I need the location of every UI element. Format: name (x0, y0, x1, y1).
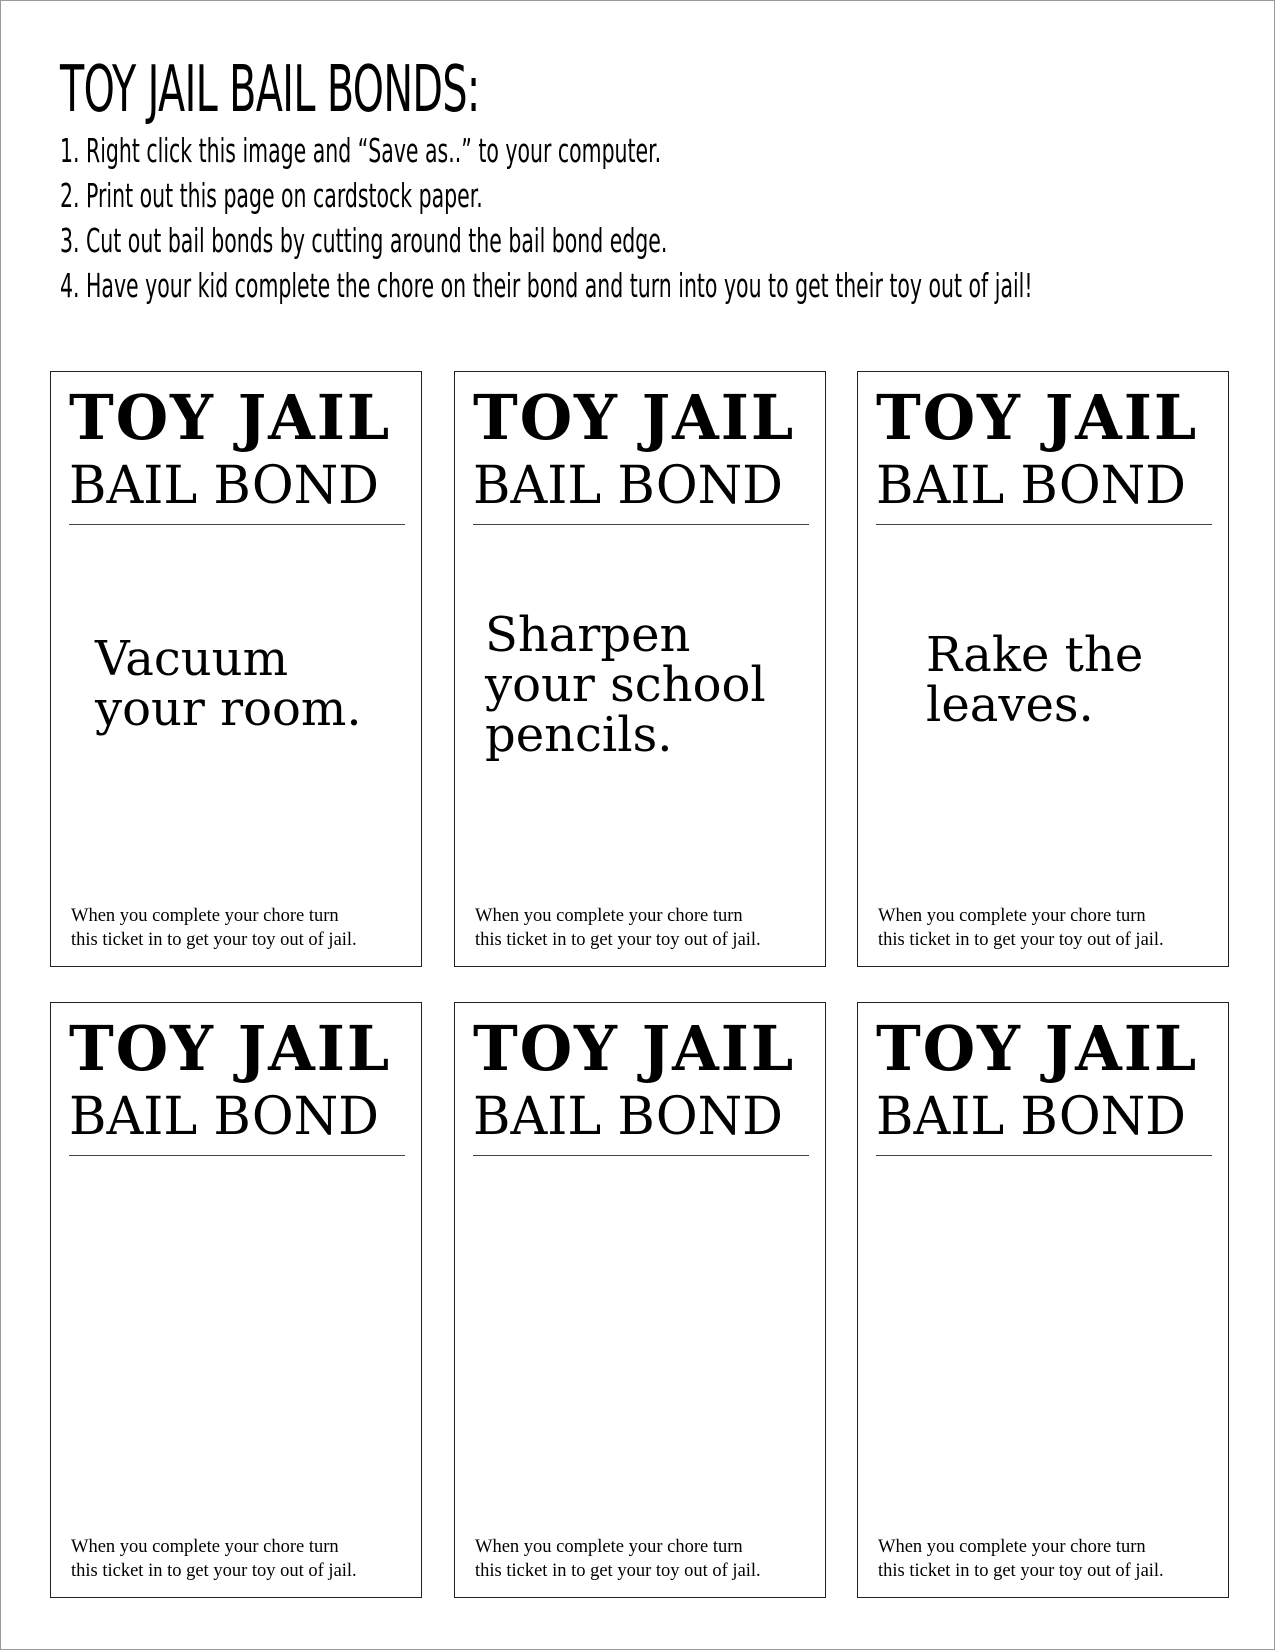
instruction-step-3: 3. Cut out bail bonds by cutting around the bail bond edge. (60, 221, 668, 260)
card-title: TOY JAIL (876, 1012, 1199, 1085)
card-footer-line: When you complete your chore turn (475, 906, 743, 926)
bail-bond-card-4 (50, 1002, 422, 1598)
bail-bond-card-3 (857, 371, 1229, 967)
bail-bond-card-1 (50, 371, 422, 967)
card-chore (926, 627, 1144, 733)
card-divider (473, 524, 809, 525)
card-subtitle: BAIL BOND (876, 456, 1187, 516)
card-subtitle: BAIL BOND (69, 1087, 380, 1147)
card-footer-line: this ticket in to get your toy out of jail. (475, 1561, 761, 1581)
card-footer-line: When you complete your chore turn (878, 906, 1146, 926)
card-footer-line: this ticket in to get your toy out of jail. (71, 1561, 357, 1581)
card-chore (95, 631, 362, 737)
card-title: TOY JAIL (473, 1012, 796, 1085)
card-footer-line: When you complete your chore turn (878, 1537, 1146, 1557)
instruction-step-1: 1. Right click this image and “Save as..” to your computer. (60, 131, 662, 170)
instructions-block (60, 52, 1275, 308)
card-title: TOY JAIL (69, 1012, 392, 1085)
card-chore-line: your room. (95, 681, 362, 737)
card-divider (473, 1155, 809, 1156)
card-subtitle: BAIL BOND (69, 456, 380, 516)
card-footer-line: this ticket in to get your toy out of jail. (878, 1561, 1164, 1581)
card-footer-line: When you complete your chore turn (475, 1537, 743, 1557)
card-chore-line: your school (485, 657, 766, 713)
card-divider (69, 1155, 405, 1156)
card-divider (876, 524, 1212, 525)
page-title: TOY JAIL BAIL BONDS: (60, 53, 480, 127)
card-footer (71, 904, 411, 952)
card-footer-line: this ticket in to get your toy out of jail. (71, 930, 357, 950)
card-footer-line: When you complete your chore turn (71, 906, 339, 926)
card-chore (485, 607, 766, 763)
card-footer (71, 1535, 411, 1583)
card-footer (878, 1535, 1218, 1583)
card-chore-line: pencils. (485, 707, 673, 763)
instruction-step-2: 2. Print out this page on cardstock paper. (60, 176, 483, 215)
card-footer (475, 1535, 815, 1583)
bail-bond-card-5 (454, 1002, 826, 1598)
card-divider (69, 524, 405, 525)
instruction-step-4: 4. Have your kid complete the chore on their bond and turn into you to get their toy out of jail! (60, 266, 1033, 305)
card-footer (878, 904, 1218, 952)
card-subtitle: BAIL BOND (876, 1087, 1187, 1147)
card-chore-line: Rake the (926, 627, 1144, 683)
card-footer-line: this ticket in to get your toy out of jail. (475, 930, 761, 950)
card-subtitle: BAIL BOND (473, 456, 784, 516)
card-divider (876, 1155, 1212, 1156)
card-chore-line: Sharpen (485, 607, 691, 663)
card-footer-line: this ticket in to get your toy out of jail. (878, 930, 1164, 950)
card-footer-line: When you complete your chore turn (71, 1537, 339, 1557)
bail-bond-card-6 (857, 1002, 1229, 1598)
card-subtitle: BAIL BOND (473, 1087, 784, 1147)
bail-bond-card-2 (454, 371, 826, 967)
card-title: TOY JAIL (69, 381, 392, 454)
card-title: TOY JAIL (876, 381, 1199, 454)
card-footer (475, 904, 815, 952)
card-title: TOY JAIL (473, 381, 796, 454)
card-chore-line: Vacuum (95, 631, 289, 687)
card-chore-line: leaves. (926, 677, 1094, 733)
